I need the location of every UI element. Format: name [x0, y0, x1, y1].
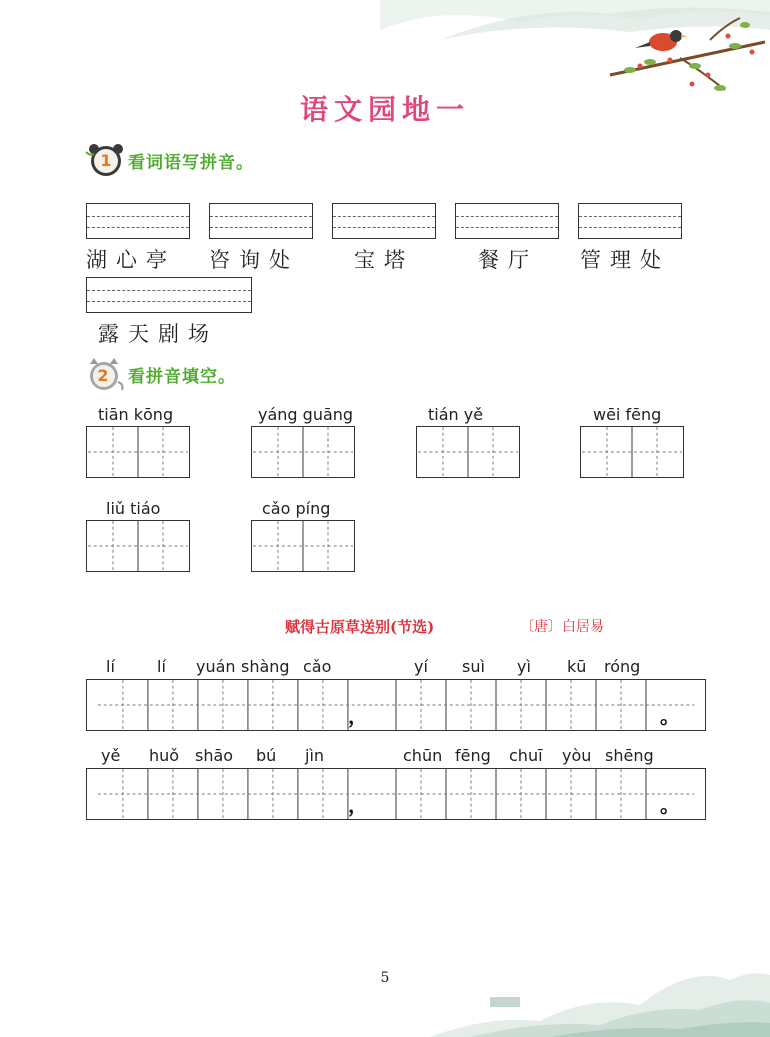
poem-pinyin: shāo [195, 746, 234, 765]
poem-pinyin: huǒ [149, 746, 180, 765]
character-grid[interactable] [580, 426, 684, 478]
poem-pinyin: suì [462, 657, 485, 676]
cat-badge-icon [84, 356, 124, 392]
character-grid[interactable] [416, 426, 520, 478]
character-grid[interactable] [251, 426, 355, 478]
poem-pinyin: yuán [196, 657, 236, 676]
poem-pinyin: kū [567, 657, 587, 676]
poem-pinyin: jìn [305, 746, 325, 765]
word-label: 餐厅 [478, 248, 538, 272]
period-mark: 。 [660, 793, 680, 817]
pinyin-prompt: wēi fēng [593, 405, 662, 424]
poem-pinyin: chuī [509, 746, 543, 765]
word-label: 管理处 [580, 248, 670, 272]
pinyin-answer-box[interactable] [332, 203, 436, 239]
pinyin-prompt: liǔ tiáo [106, 499, 161, 518]
poem-character-grid[interactable] [86, 768, 706, 820]
poem-pinyin: yì [517, 657, 531, 676]
pinyin-prompt: tiān kōng [98, 405, 174, 424]
character-grid[interactable] [86, 426, 190, 478]
panda-badge-icon [84, 142, 124, 178]
section-2-label: 看拼音填空。 [128, 366, 236, 387]
pinyin-answer-box[interactable] [86, 277, 252, 313]
page-number: 5 [380, 970, 390, 986]
section-1-label: 看词语写拼音。 [128, 152, 254, 173]
poem-pinyin: róng [604, 657, 641, 676]
poem-pinyin: chūn [403, 746, 443, 765]
poem-pinyin: shēng [605, 746, 654, 765]
comma-mark: ， [348, 704, 368, 728]
poem-pinyin: lí [157, 657, 166, 676]
section-2-header [84, 356, 236, 392]
comma-mark: ， [348, 793, 368, 817]
poem-pinyin: cǎo [303, 657, 332, 676]
word-label: 宝塔 [354, 248, 414, 272]
poem-author: 〔唐〕白居易 [520, 619, 604, 635]
pinyin-prompt: cǎo píng [262, 499, 331, 518]
pinyin-prompt: yáng guāng [258, 405, 354, 424]
character-grid[interactable] [251, 520, 355, 572]
poem-character-grid[interactable] [86, 679, 706, 731]
poem-pinyin: bú [256, 746, 277, 765]
word-label: 咨询处 [209, 248, 299, 272]
section-2-number: 2 [93, 365, 113, 387]
poem-pinyin: yí [414, 657, 428, 676]
period-mark: 。 [660, 704, 680, 728]
pinyin-answer-box[interactable] [578, 203, 682, 239]
section-1-number: 1 [96, 150, 116, 172]
character-grid[interactable] [86, 520, 190, 572]
pinyin-answer-box[interactable] [86, 203, 190, 239]
poem-title: 赋得古原草送别(节选) [285, 618, 435, 636]
poem-pinyin: fēng [455, 746, 491, 765]
poem-pinyin: lí [106, 657, 115, 676]
pinyin-answer-box[interactable] [455, 203, 559, 239]
word-label: 露天剧场 [98, 322, 218, 346]
page-title: 语文园地一 [299, 93, 470, 126]
word-label: 湖心亭 [86, 248, 176, 272]
pinyin-answer-box[interactable] [209, 203, 313, 239]
poem-pinyin: yě [101, 746, 121, 765]
poem-pinyin: yòu [562, 746, 592, 765]
poem-pinyin: shàng [241, 657, 290, 676]
section-1-header [84, 142, 254, 178]
pinyin-prompt: tián yě [428, 405, 484, 424]
